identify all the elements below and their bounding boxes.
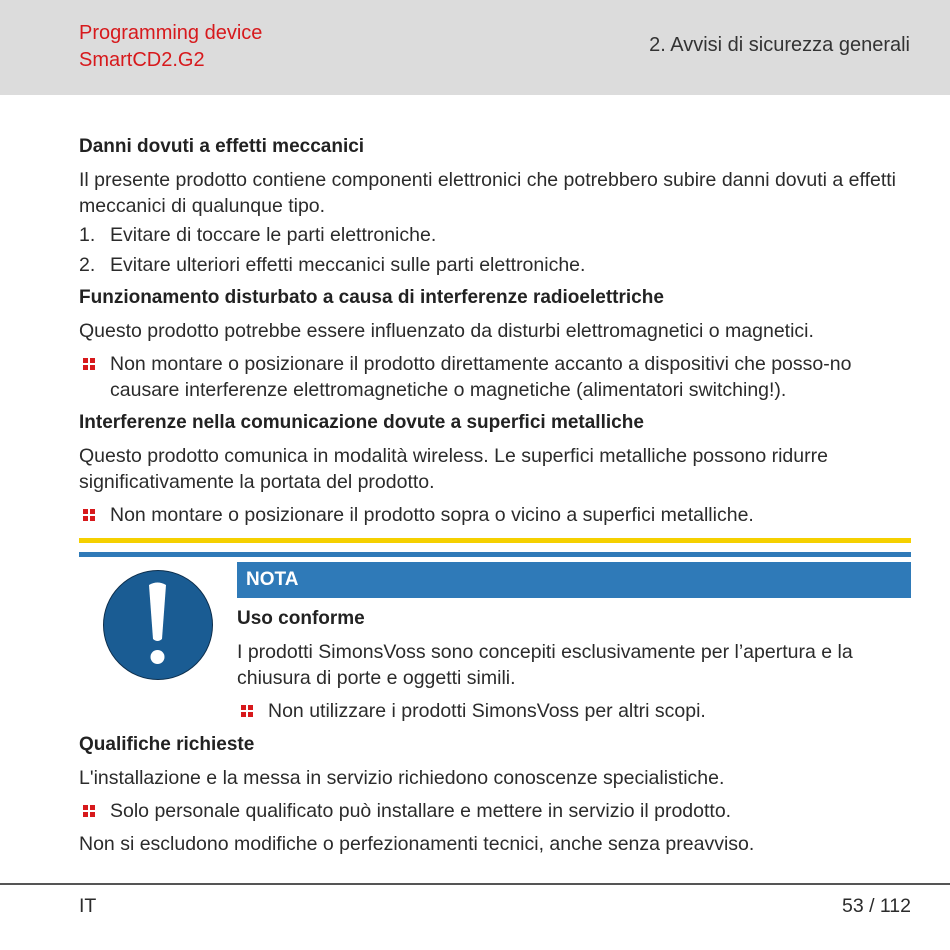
list-item <box>79 798 911 824</box>
bullet-icon <box>237 698 268 724</box>
closing-note: Non si escludono modifiche o perfezionamenti tecnici, anche senza preavviso. <box>79 833 755 855</box>
yellow-divider <box>79 538 911 543</box>
bullet-icon <box>79 502 110 528</box>
list-item <box>79 502 911 528</box>
footer-divider <box>0 883 950 885</box>
metal-paragraph: Questo prodotto comunica in modalità wireless. Le superfici metalliche possono ridurre significativamente la portata del prodotto. <box>79 445 828 493</box>
metal-heading: Interferenze nella comunicazione dovute a superfici metalliche <box>79 412 644 433</box>
bullet-text: Solo personale qualificato può installare e mettere in servizio il prodotto. <box>110 800 732 822</box>
main-content <box>79 134 911 528</box>
step-text: Evitare ulteriori effetti meccanici sulle parti elettroniche. <box>110 254 586 276</box>
blue-divider <box>79 552 911 557</box>
note-heading: Uso conforme <box>237 608 365 629</box>
bullet-text: Non montare o posizionare il prodotto sopra o vicino a superfici metalliche. <box>110 504 754 526</box>
step-text: Evitare di toccare le parti elettroniche. <box>110 224 437 246</box>
interference-heading: Funzionamento disturbato a causa di interferenze radioelettriche <box>79 287 664 308</box>
list-item <box>237 698 911 724</box>
list-item <box>79 222 911 248</box>
mechanical-paragraph: Il presente prodotto contiene componenti elettronici che potrebbero subire danni dovuti a effetti meccanici di qualunque tipo. <box>79 169 897 217</box>
bullet-icon <box>79 351 110 403</box>
product-name <box>79 20 262 74</box>
step-number: 1. <box>79 224 96 246</box>
interference-paragraph: Questo prodotto potrebbe essere influenzato da disturbi elettromagnetici o magnetici. <box>79 320 814 342</box>
step-number: 2. <box>79 254 96 276</box>
qualifications-paragraph: L'installazione e la messa in servizio richiedono conoscenze specialistiche. <box>79 767 725 789</box>
product-line-1: Programming device <box>79 22 263 44</box>
section-title: 2. Avvisi di sicurezza generali <box>649 34 910 56</box>
note-label: NOTA <box>237 562 911 598</box>
product-line-2: SmartCD2.G2 <box>79 49 205 71</box>
footer-language: IT <box>79 895 97 917</box>
note-paragraph: I prodotti SimonsVoss sono concepiti esclusivamente per l’apertura e la chiusura di porte e oggetti simili. <box>237 641 853 689</box>
qualifications-section <box>79 732 911 857</box>
page-header <box>0 0 950 95</box>
mechanical-heading: Danni dovuti a effetti meccanici <box>79 136 365 157</box>
bullet-icon <box>79 798 110 824</box>
exclamation-icon <box>103 570 213 680</box>
note-body <box>237 606 911 724</box>
bullet-text: Non montare o posizionare il prodotto direttamente accanto a dispositivi che posso-no causare interferenze elettromagnetiche o magnetiche (alimentatori switching!). <box>110 353 852 401</box>
list-item <box>79 351 911 403</box>
list-item <box>79 252 911 278</box>
qualifications-heading: Qualifiche richieste <box>79 734 255 755</box>
page-number: 53 / 112 <box>841 895 911 917</box>
bullet-text: Non utilizzare i prodotti SimonsVoss per altri scopi. <box>268 700 706 722</box>
